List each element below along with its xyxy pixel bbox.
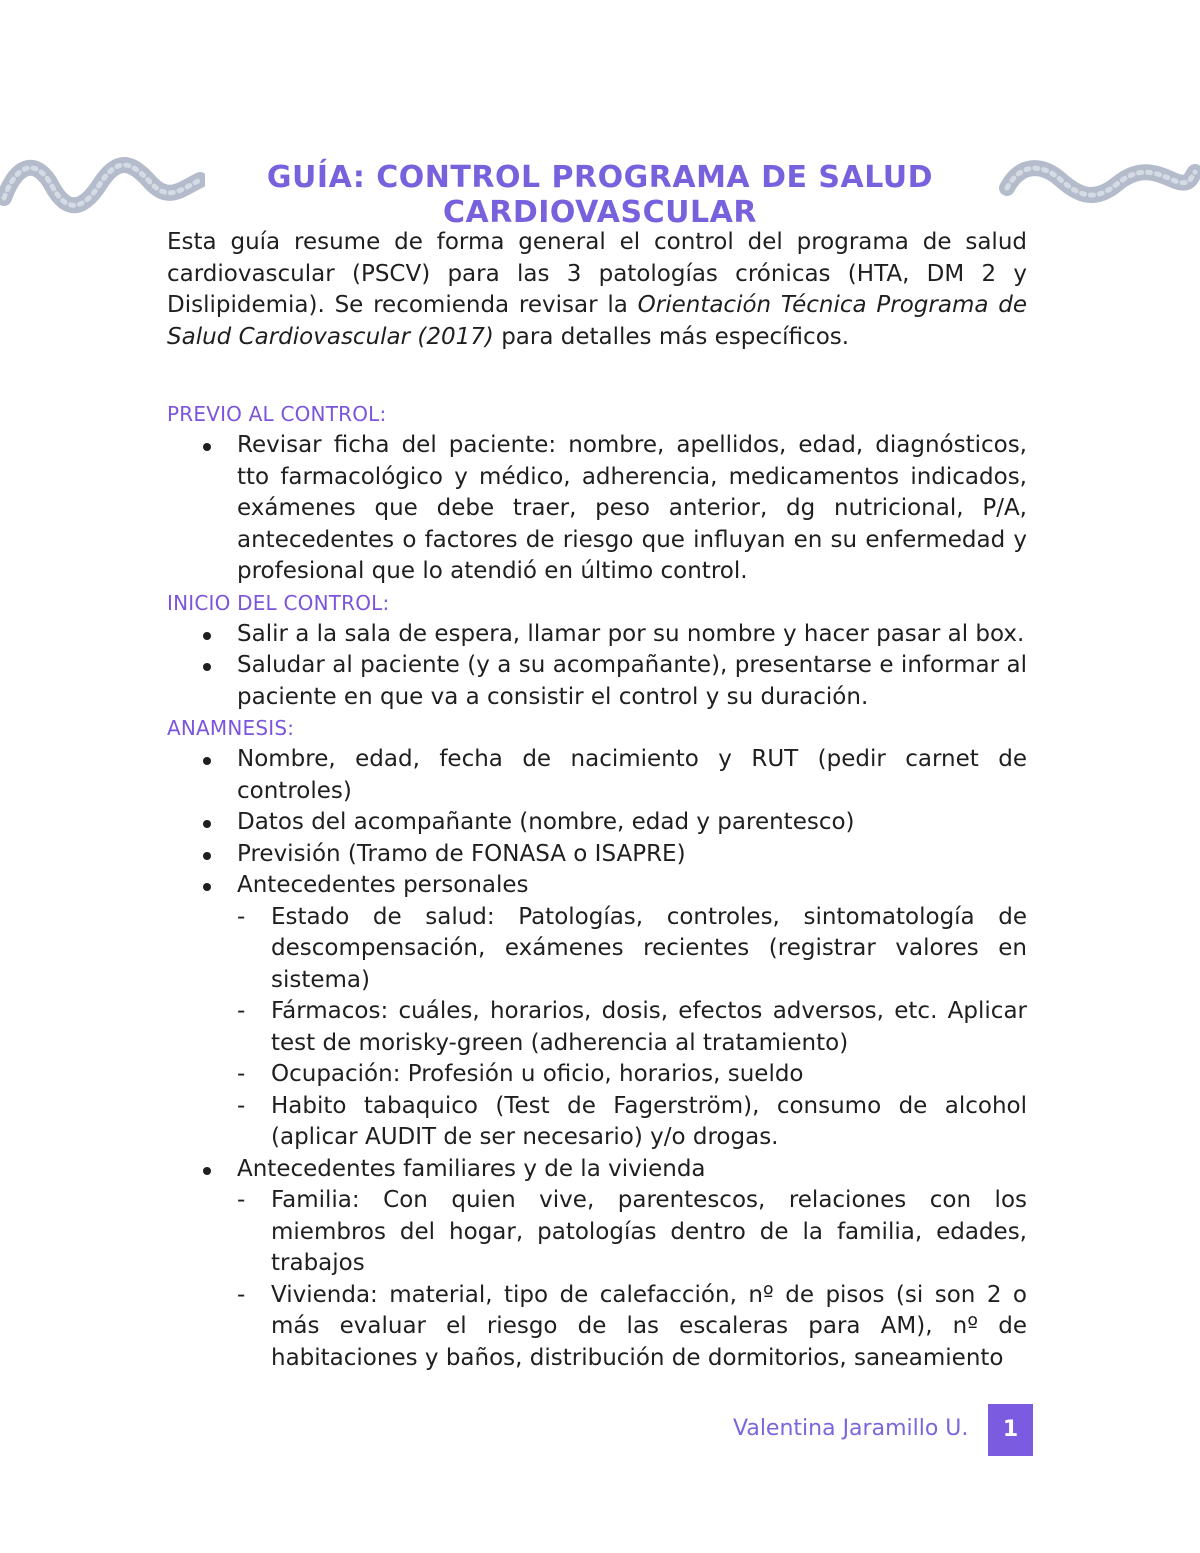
author-name: Valentina Jaramillo U.: [733, 1416, 969, 1441]
section-heading-anamnesis: ANAMNESIS:: [167, 716, 295, 740]
sublist-item: - Fármacos: cuáles, horarios, dosis, efectos adversos, etc. Aplicar test de morisky-green (adherencia al tratamiento): [271, 996, 1027, 1059]
section-heading-inicio: INICIO DEL CONTROL:: [167, 590, 390, 615]
list-item: Saludar al paciente (y a su acompañante), presentarse e informar al paciente en que va a consistir el control y su duración.: [237, 650, 1027, 713]
title-banner: [0, 150, 1200, 230]
intro-reference-title: Orientación Técnica Programa de Salud Cardiovascular (2017): [167, 292, 1027, 350]
sublist-item: - Habito tabaquico (Test de Fagerström), consumo de alcohol (aplicar AUDIT de ser necesario) y/o drogas.: [271, 1091, 1027, 1154]
list-item: Revisar ficha del paciente: nombre, apellidos, edad, diagnósticos, tto farmacológico y médico, adherencia, medicamentos indicados, exámenes que debe traer, peso anterior, dg nutricional, P/A, antecedentes o factores de riesgo que influyan en su enfermedad y profesional que lo atendió en último control.: [237, 430, 1027, 588]
list-item: Datos del acompañante (nombre, edad y parentesco): [237, 807, 1027, 839]
section-heading-previo: PREVIO AL CONTROL:: [167, 402, 387, 426]
list-item-label: Antecedentes familiares y de la vivienda: [237, 1155, 706, 1182]
page-footer: [733, 1404, 1033, 1456]
anamnesis-list: [167, 744, 1027, 1374]
list-item: Previsión (Tramo de FONASA o ISAPRE): [237, 839, 1027, 871]
sublist-item: - Vivienda: material, tipo de calefacción, nº de pisos (si son 2 o más evaluar el riesgo de las escaleras para AM), nº de habitaciones y baños, distribución de dormitorios, saneamiento: [271, 1280, 1027, 1375]
decorative-squiggle-right-icon: [995, 150, 1200, 220]
list-item: Nombre, edad, fecha de nacimiento y RUT (pedir carnet de controles): [237, 744, 1027, 807]
sublist-item: - Ocupación: Profesión u oficio, horarios, sueldo: [271, 1059, 1027, 1091]
previo-list: [167, 430, 1027, 588]
sublist-item: - Familia: Con quien vive, parentescos, relaciones con los miembros del hogar, patologías dentro de la familia, edades, trabajos: [271, 1185, 1027, 1280]
page-number-badge: 1: [988, 1404, 1033, 1456]
familiares-sublist: [237, 1185, 1027, 1374]
intro-text-end: para detalles más específicos.: [493, 323, 850, 350]
intro-paragraph: [167, 227, 1027, 353]
decorative-squiggle-left-icon: [0, 150, 205, 220]
list-item-familiares: [237, 1154, 1027, 1375]
main-content: [167, 227, 1027, 1374]
list-item-label: Antecedentes personales: [237, 872, 529, 898]
personales-sublist: [237, 902, 1027, 1154]
page-title: GUÍA: CONTROL PROGRAMA DE SALUD CARDIOVASCULAR: [266, 160, 934, 230]
intro-text-start: Esta guía resume de forma general el control del programa de salud cardiovascular (PSCV) para las 3 patologías crónicas (HTA, DM 2 y Dislipidemia). Se recomienda revisar la: [167, 229, 1027, 318]
inicio-list: [167, 619, 1027, 714]
list-item-personales: [237, 870, 1027, 1154]
list-item: Salir a la sala de espera, llamar por su nombre y hacer pasar al box.: [237, 619, 1027, 651]
sublist-item: - Estado de salud: Patologías, controles, sintomatología de descompensación, exámenes recientes (registrar valores en sistema): [271, 902, 1027, 997]
